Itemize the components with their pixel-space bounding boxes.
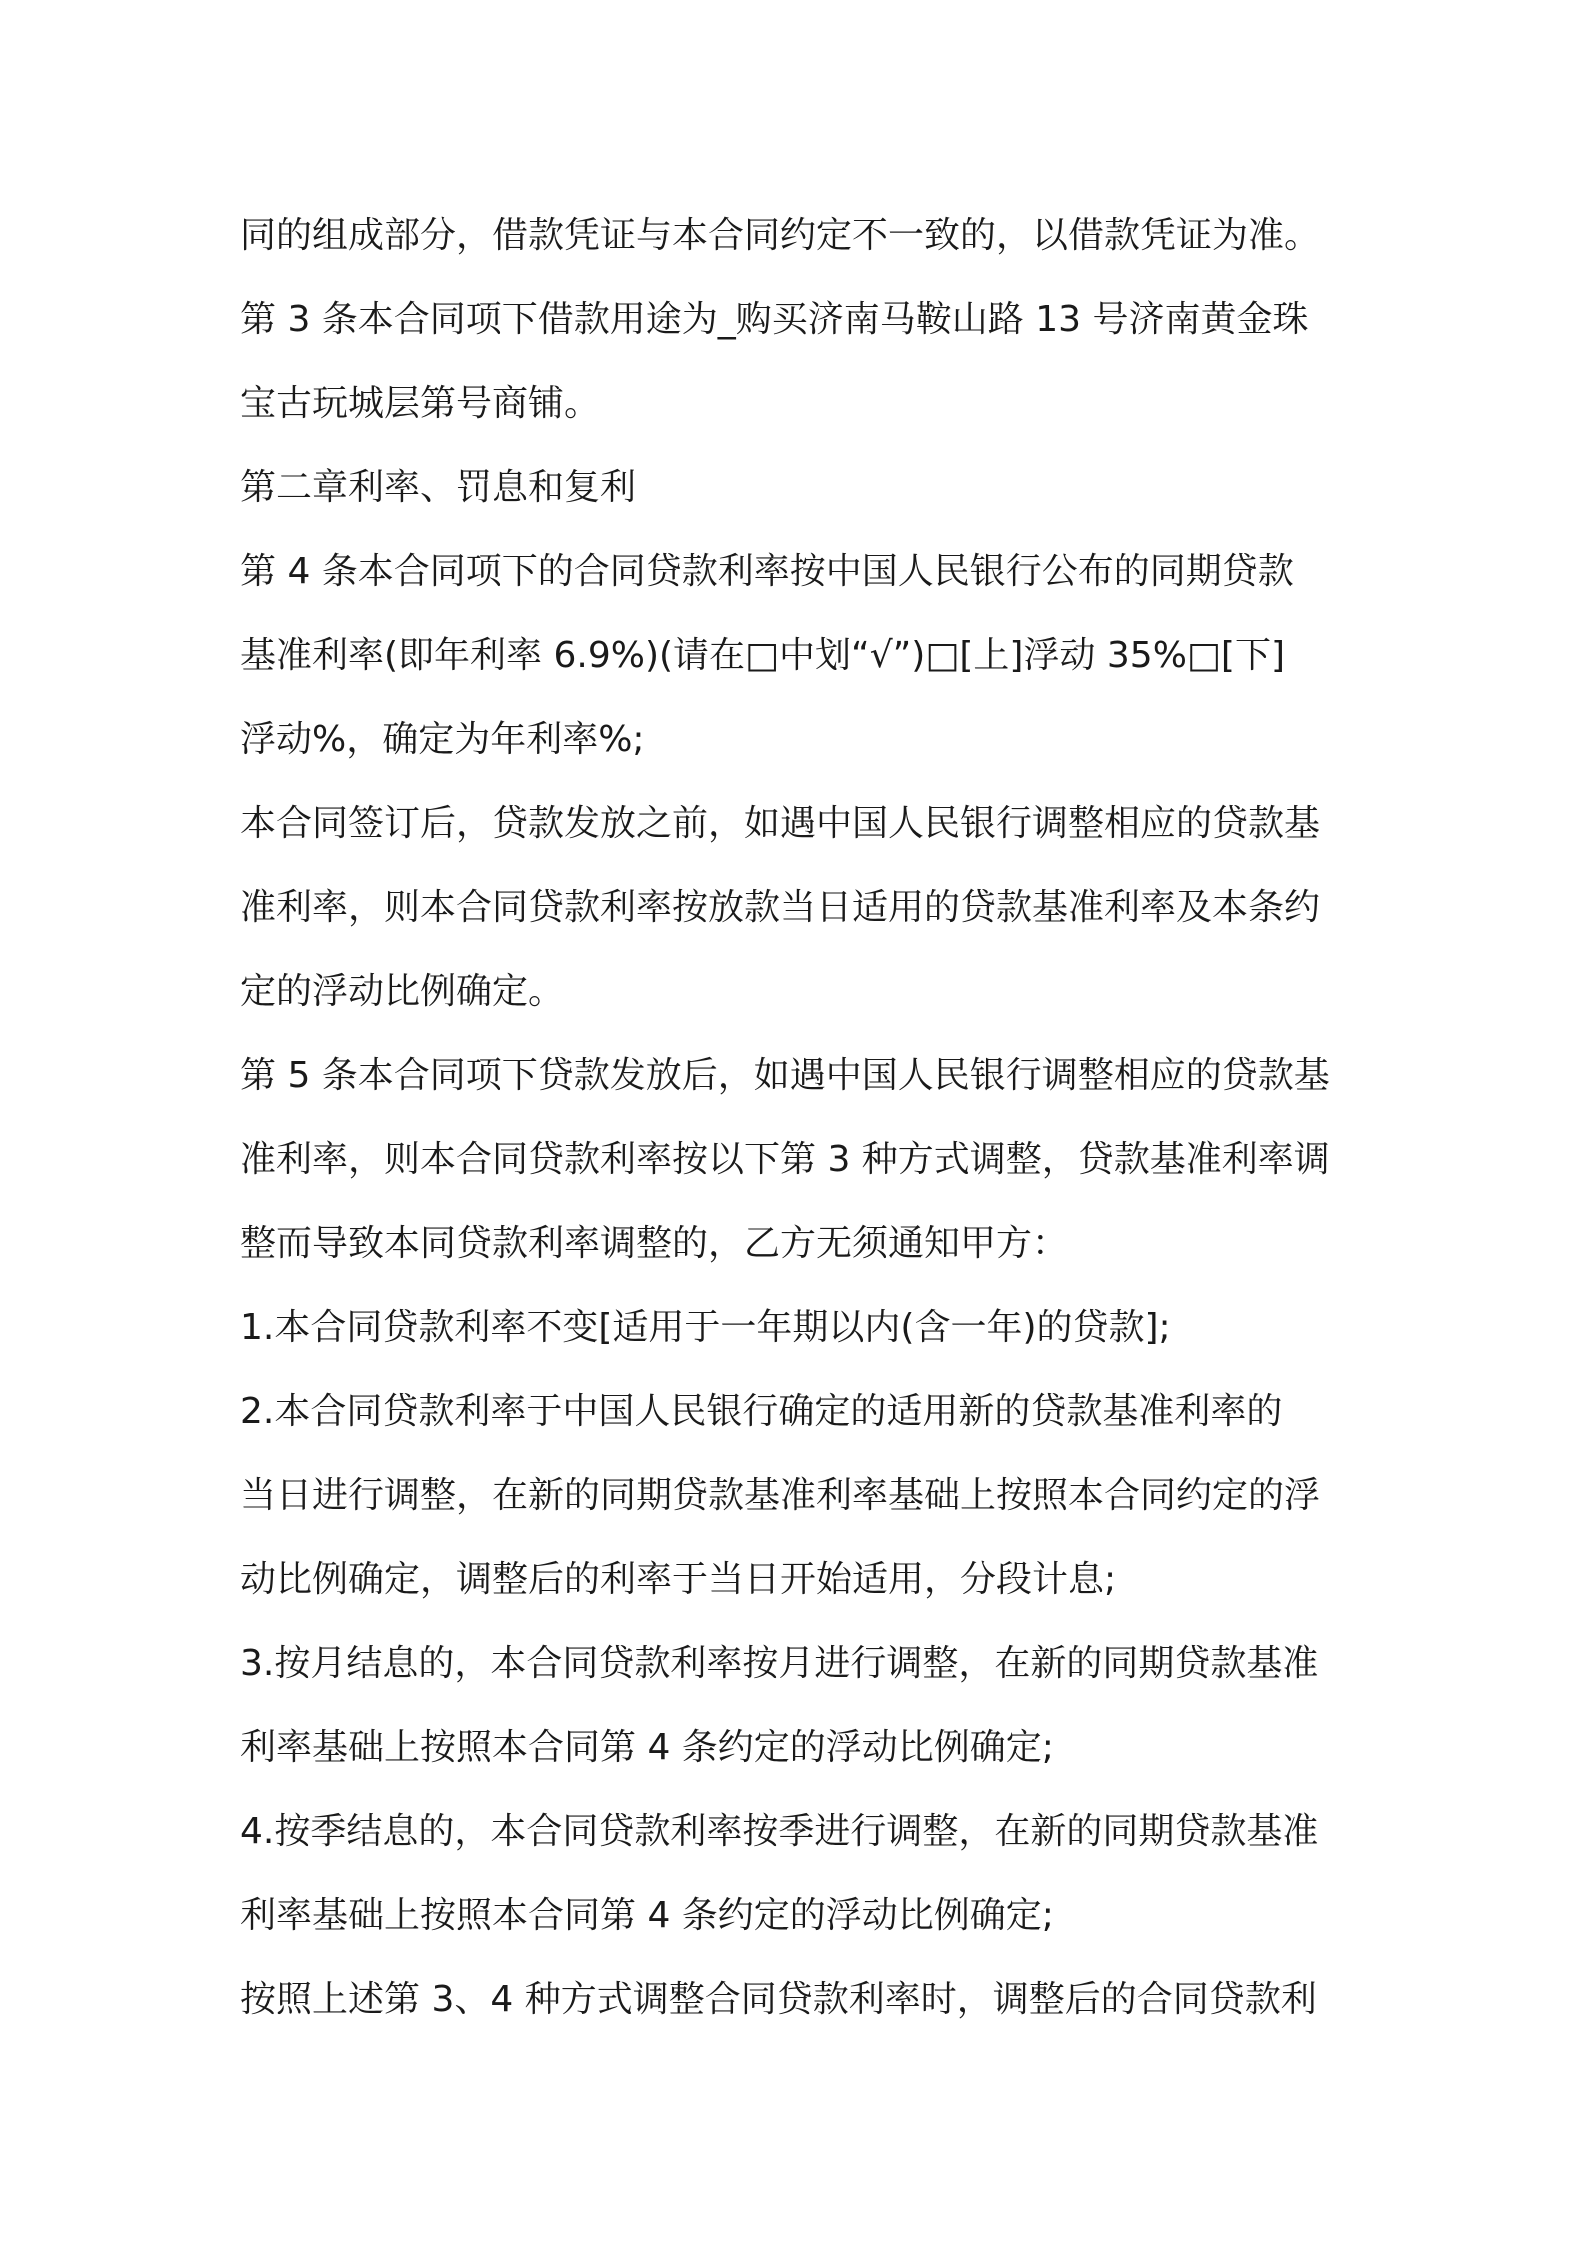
text-line: 第 5 条本合同项下贷款发放后，如遇中国人民银行调整相应的贷款基 <box>240 1055 1330 1096</box>
text-line: 当日进行调整，在新的同期贷款基准利率基础上按照本合同约定的浮 <box>240 1475 1321 1516</box>
text-line: 同的组成部分，借款凭证与本合同约定不一致的，以借款凭证为准。 <box>240 215 1321 256</box>
list-item: 2.本合同贷款利率于中国人民银行确定的适用新的贷款基准利率的 <box>240 1391 1283 1432</box>
contract-text <box>240 194 1360 2042</box>
text-line: 动比例确定，调整后的利率于当日开始适用，分段计息; <box>240 1559 1117 1600</box>
text-line: 准利率，则本合同贷款利率按以下第 3 种方式调整，贷款基准利率调 <box>240 1139 1330 1180</box>
text-line: 本合同签订后，贷款发放之前，如遇中国人民银行调整相应的贷款基 <box>240 803 1321 844</box>
text-line: 宝古玩城层第号商铺。 <box>240 383 601 424</box>
text-line: 第 3 条本合同项下借款用途为_购买济南马鞍山路 13 号济南黄金珠 <box>240 299 1309 340</box>
text-line: 浮动%，确定为年利率%; <box>240 719 645 760</box>
text-line: 基准利率(即年利率 6.9%)(请在□中划“√”)□[上]浮动 35%□[下] <box>240 635 1286 676</box>
text-line: 利率基础上按照本合同第 4 条约定的浮动比例确定; <box>240 1727 1054 1768</box>
list-item: 3.按月结息的，本合同贷款利率按月进行调整，在新的同期贷款基准 <box>240 1643 1319 1684</box>
text-line: 按照上述第 3、4 种方式调整合同贷款利率时，调整后的合同贷款利 <box>240 1979 1317 2020</box>
text-line: 准利率，则本合同贷款利率按放款当日适用的贷款基准利率及本条约 <box>240 887 1321 928</box>
text-line: 定的浮动比例确定。 <box>240 971 565 1012</box>
text-line: 第 4 条本合同项下的合同贷款利率按中国人民银行公布的同期贷款 <box>240 551 1294 592</box>
text-line: 整而导致本同贷款利率调整的，乙方无须通知甲方： <box>240 1223 1069 1264</box>
chapter-heading: 第二章利率、罚息和复利 <box>240 467 637 508</box>
text-line: 利率基础上按照本合同第 4 条约定的浮动比例确定; <box>240 1895 1054 1936</box>
list-item: 4.按季结息的，本合同贷款利率按季进行调整，在新的同期贷款基准 <box>240 1811 1319 1852</box>
list-item: 1.本合同贷款利率不变[适用于一年期以内(含一年)的贷款]; <box>240 1307 1171 1348</box>
